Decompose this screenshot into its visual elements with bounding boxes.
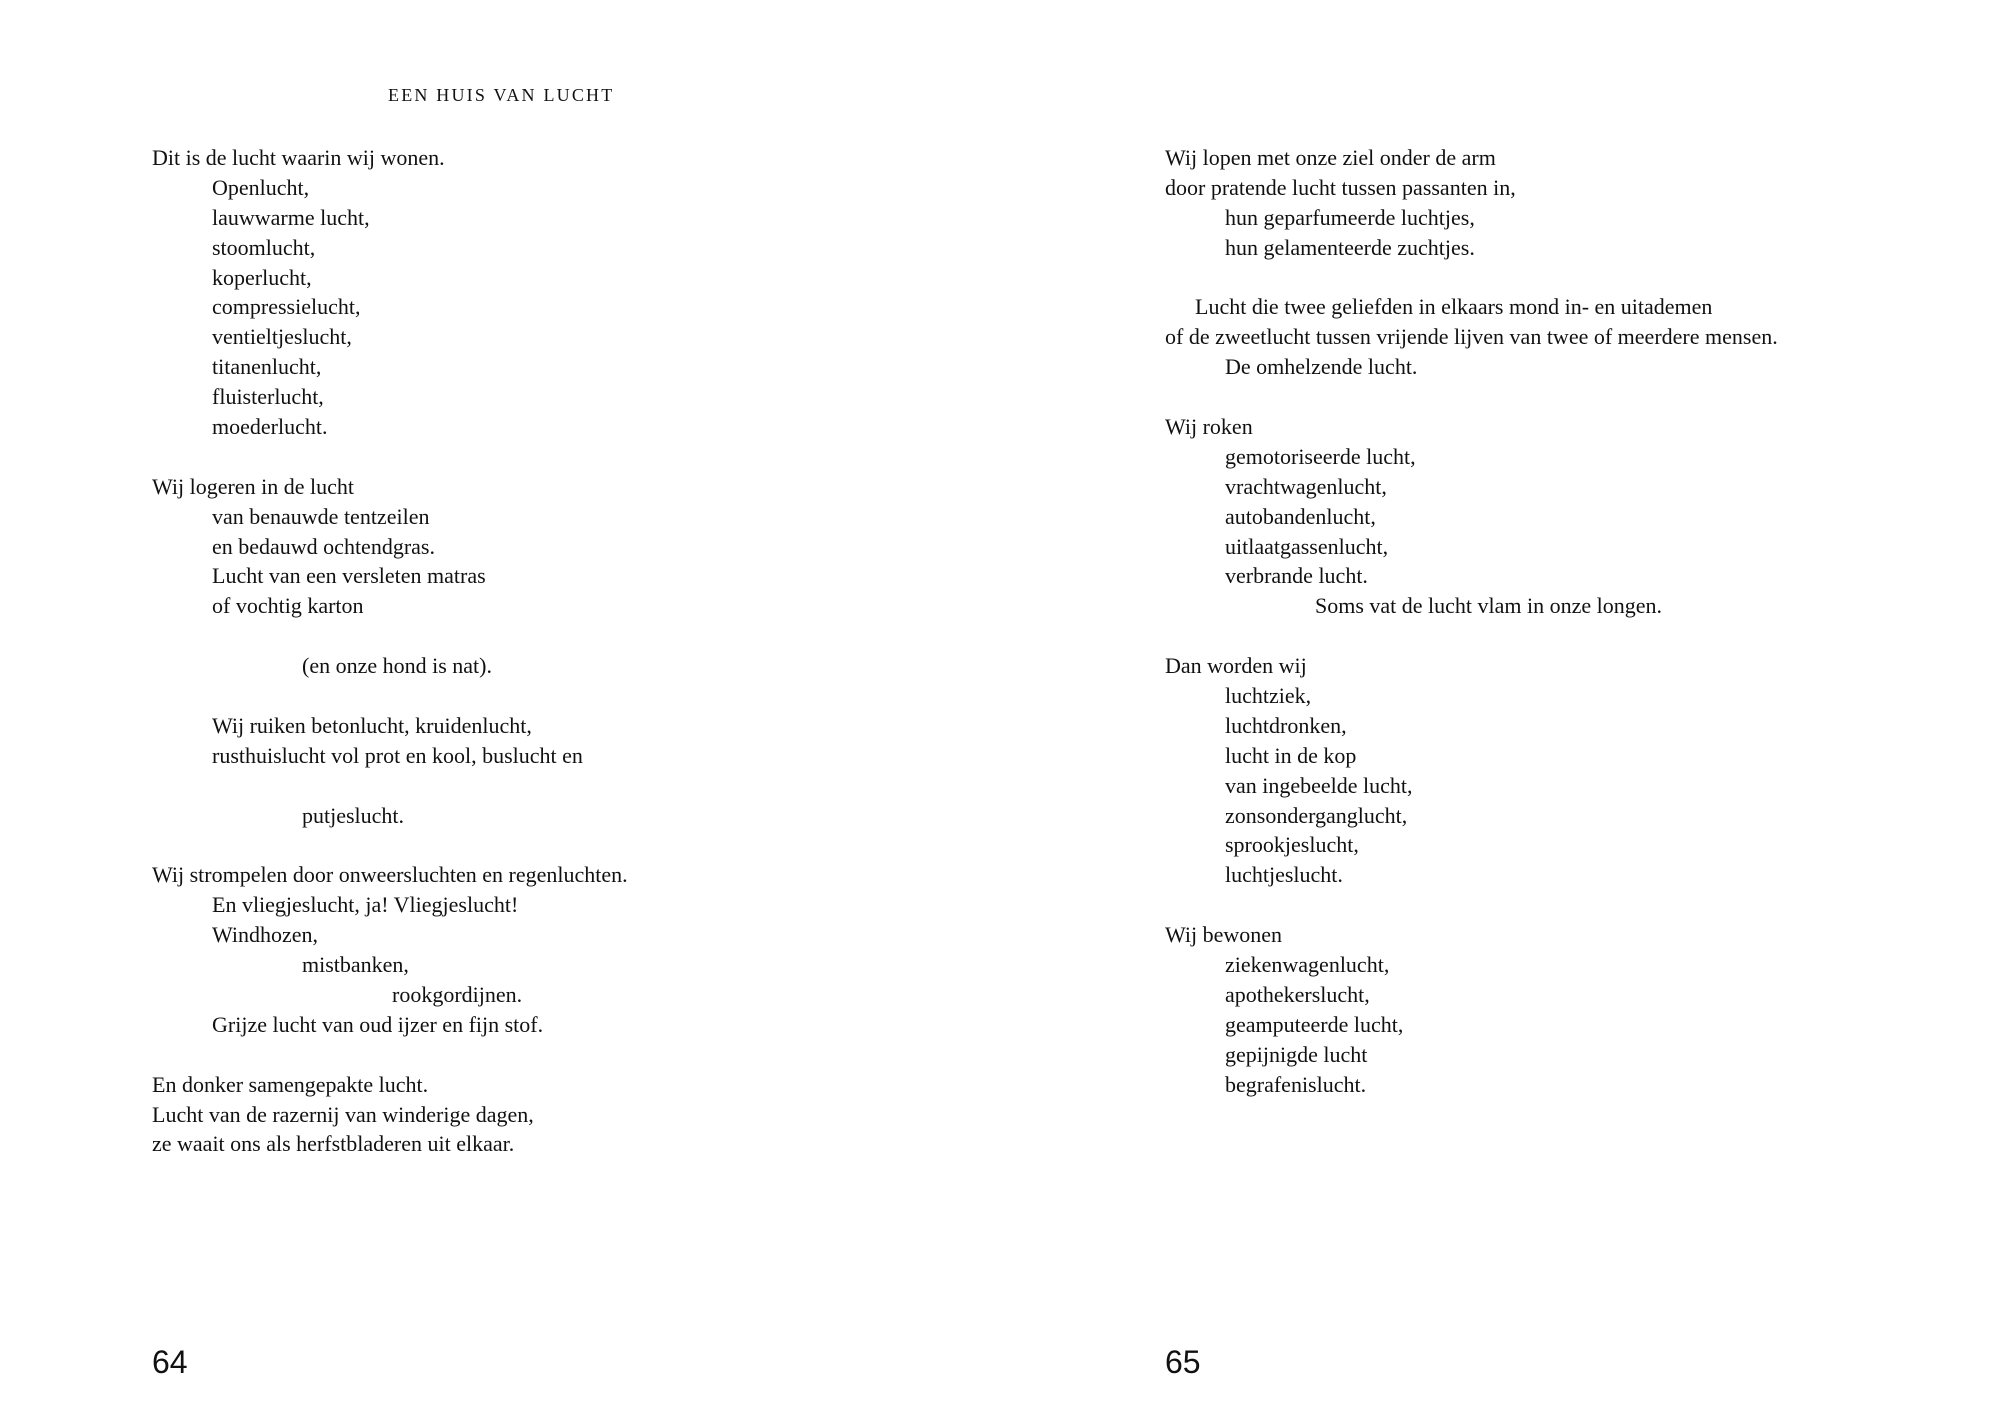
poem-line: Wij logeren in de lucht: [152, 473, 354, 499]
poem-line: Dit is de lucht waarin wij wonen.: [152, 145, 445, 170]
poem-line: gepijnigde lucht: [1225, 1041, 1368, 1067]
stanza-break: [1165, 890, 1778, 920]
page-number: 65: [1165, 1344, 1201, 1380]
stanza-break: [152, 621, 628, 651]
poem-line: Lucht van een versleten matras: [212, 563, 486, 589]
poem-line: van benauwde tentzeilen: [212, 503, 430, 529]
poem-line: luchtziek,: [1225, 683, 1312, 709]
poem-line: Wij lopen met onze ziel onder de arm: [1165, 145, 1496, 170]
poem-line: De omhelzende lucht.: [1225, 354, 1418, 380]
poem-line: ziekenwagenlucht,: [1225, 952, 1390, 978]
poem-right: [1165, 143, 1778, 1100]
stanza-break: [152, 830, 628, 860]
poem-line: gemotoriseerde lucht,: [1225, 443, 1416, 469]
page-number: 64: [152, 1344, 188, 1380]
stanza-break: [1165, 382, 1778, 412]
poem-line: begrafenislucht.: [1225, 1071, 1367, 1097]
poem-line: compressielucht,: [212, 294, 361, 320]
poem-line: en bedauwd ochtendgras.: [212, 533, 435, 559]
poem-line: hun geparfumeerde luchtjes,: [1225, 204, 1475, 230]
poem-line: stoomlucht,: [212, 234, 316, 260]
poem-line: Lucht van de razernij van winderige dagen,: [152, 1101, 534, 1127]
poem-line: Wij bewonen: [1165, 922, 1283, 948]
right-page: [1003, 0, 2006, 1417]
poem-line: of vochtig karton: [212, 593, 364, 619]
poem-line: hun gelamenteerde zuchtjes.: [1225, 234, 1475, 260]
poem-line: fluisterlucht,: [212, 384, 324, 410]
poem-line: En vliegjeslucht, ja! Vliegjeslucht!: [212, 892, 519, 918]
poem-line: ze waait ons als herfstbladeren uit elkaar.: [152, 1131, 515, 1157]
poem-line: autobandenlucht,: [1225, 503, 1376, 529]
poem-line: zonsonderganglucht,: [1225, 802, 1408, 828]
poem-line: vrachtwagenlucht,: [1225, 473, 1387, 499]
poem-line: Wij ruiken betonlucht, kruidenlucht,: [212, 712, 532, 738]
poem-line: Lucht die twee geliefden in elkaars mond in- en uitademen: [1195, 294, 1713, 320]
poem-line: apothekerslucht,: [1225, 981, 1370, 1007]
stanza-break: [152, 442, 628, 472]
poem-line: Soms vat de lucht vlam in onze longen.: [1315, 593, 1663, 619]
stanza-break: [152, 771, 628, 801]
poem-line: verbrande lucht.: [1225, 563, 1368, 589]
poem-line: titanenlucht,: [212, 354, 322, 380]
poem-line: moederlucht.: [212, 414, 328, 440]
poem-line: of de zweetlucht tussen vrijende lijven van twee of meerdere mensen.: [1165, 324, 1778, 350]
left-page: [0, 0, 1003, 1417]
stanza-break: [1165, 621, 1778, 651]
poem-line: lucht in de kop: [1225, 742, 1357, 768]
poem-line: koperlucht,: [212, 264, 312, 290]
poem-line: lauwwarme lucht,: [212, 204, 370, 230]
poem-line: rookgordijnen.: [392, 981, 523, 1007]
poem-line: luchtdronken,: [1225, 712, 1347, 738]
poem-line: (en onze hond is nat).: [302, 653, 492, 679]
poem-line: rusthuislucht vol prot en kool, buslucht en: [212, 742, 583, 768]
stanza-break: [1165, 263, 1778, 293]
stanza-break: [152, 1040, 628, 1070]
poem-line: Windhozen,: [212, 922, 319, 948]
poem-left: [152, 143, 628, 1159]
poem-line: Wij roken: [1165, 414, 1253, 440]
stanza-break: [152, 681, 628, 711]
poem-line: Wij strompelen door onweersluchten en regenluchten.: [152, 862, 628, 888]
poem-line: geamputeerde lucht,: [1225, 1011, 1404, 1037]
poem-line: Openlucht,: [212, 174, 310, 200]
poem-line: luchtjeslucht.: [1225, 862, 1343, 888]
poem-line: ventieltjeslucht,: [212, 324, 352, 350]
poem-line: En donker samengepakte lucht.: [152, 1071, 429, 1097]
poem-line: sprookjeslucht,: [1225, 832, 1359, 858]
poem-line: mistbanken,: [302, 952, 409, 978]
running-title: EEN HUIS VAN LUCHT: [388, 85, 615, 105]
poem-line: door pratende lucht tussen passanten in,: [1165, 174, 1516, 200]
poem-line: uitlaatgassenlucht,: [1225, 533, 1389, 559]
poem-line: putjeslucht.: [302, 802, 405, 828]
poem-line: Grijze lucht van oud ijzer en fijn stof.: [212, 1011, 544, 1037]
poem-line: van ingebeelde lucht,: [1225, 772, 1413, 798]
poem-line: Dan worden wij: [1165, 653, 1307, 679]
